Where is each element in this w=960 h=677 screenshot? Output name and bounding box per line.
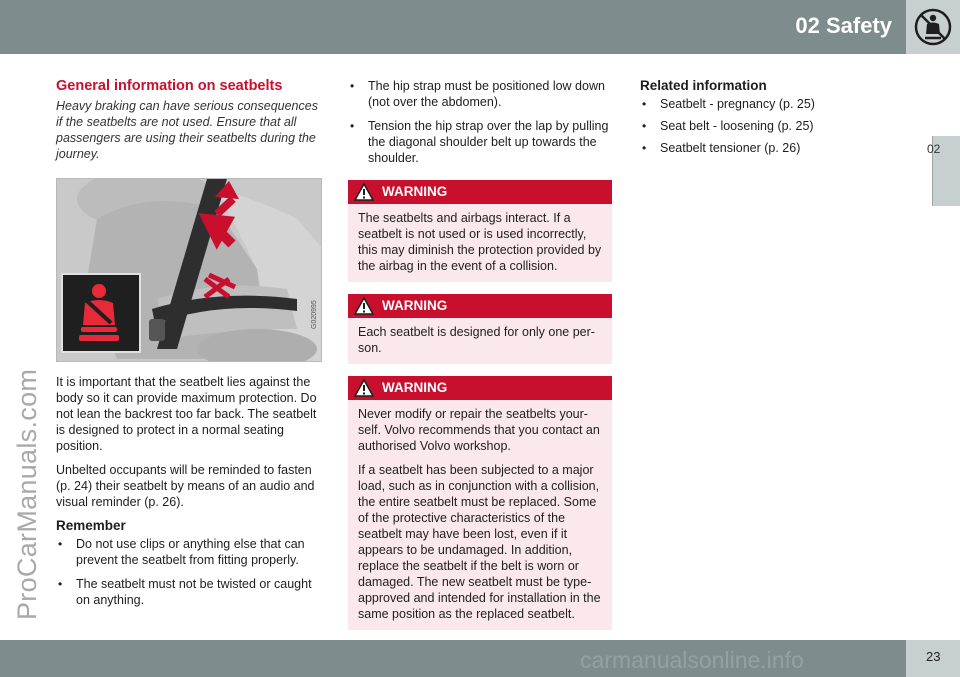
seatbelt-warning-lamp — [61, 273, 141, 353]
remember-list — [56, 536, 322, 608]
seatbelt-illustration — [56, 178, 322, 362]
header-icon-box — [906, 0, 960, 54]
warning-body — [348, 318, 612, 364]
column-3 — [640, 78, 900, 162]
no-seatbelt-icon — [913, 7, 953, 47]
related-list — [640, 96, 900, 156]
related-link[interactable]: • Seatbelt tensioner (p. 26) — [640, 140, 900, 156]
page-title: 02 Safety — [795, 13, 892, 38]
header-bar — [0, 0, 960, 54]
warning-box-3 — [348, 376, 612, 630]
warning-header — [348, 180, 612, 204]
chapter-tab-label: 02 — [927, 142, 941, 156]
list-item: • Do not use clips or anything else that can prevent the seatbelt from fitting properly. — [56, 536, 322, 568]
list-item: • Tension the hip strap over the lap by pulling the diagonal shoulder belt up towards the shoulder. — [348, 118, 612, 166]
chapter-tab[interactable] — [927, 136, 960, 206]
column-2 — [348, 78, 612, 630]
list-item: • The seatbelt must not be twisted or caught on anything. — [56, 576, 322, 608]
related-heading: Related information — [640, 78, 767, 93]
warning-header — [348, 294, 612, 318]
illustration-code: G020995 — [311, 300, 318, 329]
intro-text: Heavy braking can have serious consequences if the seatbelts are not used. Ensure that all passengers are using their seatbelts during the journey. — [56, 99, 318, 161]
warning-triangle-icon — [354, 182, 374, 202]
related-link[interactable]: • Seat belt - loosening (p. 25) — [640, 118, 900, 134]
watermark-bottom: carmanualsonline.info — [580, 647, 804, 673]
body-paragraph-1: It is important that the seatbelt lies against the body so it can provide maximum protection. Do not lean the backrest too far back. The seatbelt is designed to protect in a normal seating position. — [56, 375, 317, 453]
warning-body — [348, 400, 612, 630]
list-item: • The hip strap must be positioned low down (not over the abdomen). — [348, 78, 612, 110]
page-number: 23 — [926, 649, 941, 664]
watermark-left: ProCarManuals.com — [12, 368, 42, 620]
seatbelt-reminder-icon — [73, 281, 129, 345]
warning-text: Never modify or repair the seatbelts yourself. Volvo recommends that you contact an authorised Volvo workshop. — [358, 407, 600, 453]
page-number-box — [906, 640, 960, 677]
warning-box-2 — [348, 294, 612, 364]
warning-triangle-icon — [354, 378, 374, 398]
warning-body — [348, 204, 612, 282]
warning-title: WARNING — [382, 380, 448, 395]
remember-heading: Remember — [56, 518, 126, 533]
warning-text: Each seatbelt is designed for only one person. — [358, 325, 595, 355]
warning-box-1 — [348, 180, 612, 282]
footer-bar — [0, 640, 960, 677]
section-heading: General information on seatbelts — [56, 78, 283, 94]
warning-text: If a seatbelt has been subjected to a major load, such as in conjunction with a collision, the entire seatbelt must be replaced. Some of the protective characteristics of the seatbelt may have been lost, even if it appears to be undamaged. In addition, replace the seatbelt if the belt is worn or damaged. The new seatbelt must be type-approved and intended for installation in the same position as the replaced seatbelt. — [358, 463, 601, 621]
column-1 — [56, 78, 322, 616]
hip-strap-list — [348, 78, 612, 166]
warning-title: WARNING — [382, 184, 448, 199]
warning-text: The seatbelts and airbags interact. If a seatbelt is not used or is used incorrectly, this may diminish the protection provided by the airbag in the event of a collision. — [358, 211, 602, 273]
related-link[interactable]: • Seatbelt - pregnancy (p. 25) — [640, 96, 900, 112]
tab-strip — [932, 54, 960, 136]
warning-header — [348, 376, 612, 400]
body-paragraph-2: Unbelted occupants will be reminded to fasten (p. 24) their seatbelt by means of an audio and visual reminder (p. 26). — [56, 463, 315, 509]
warning-triangle-icon — [354, 296, 374, 316]
warning-title: WARNING — [382, 298, 448, 313]
